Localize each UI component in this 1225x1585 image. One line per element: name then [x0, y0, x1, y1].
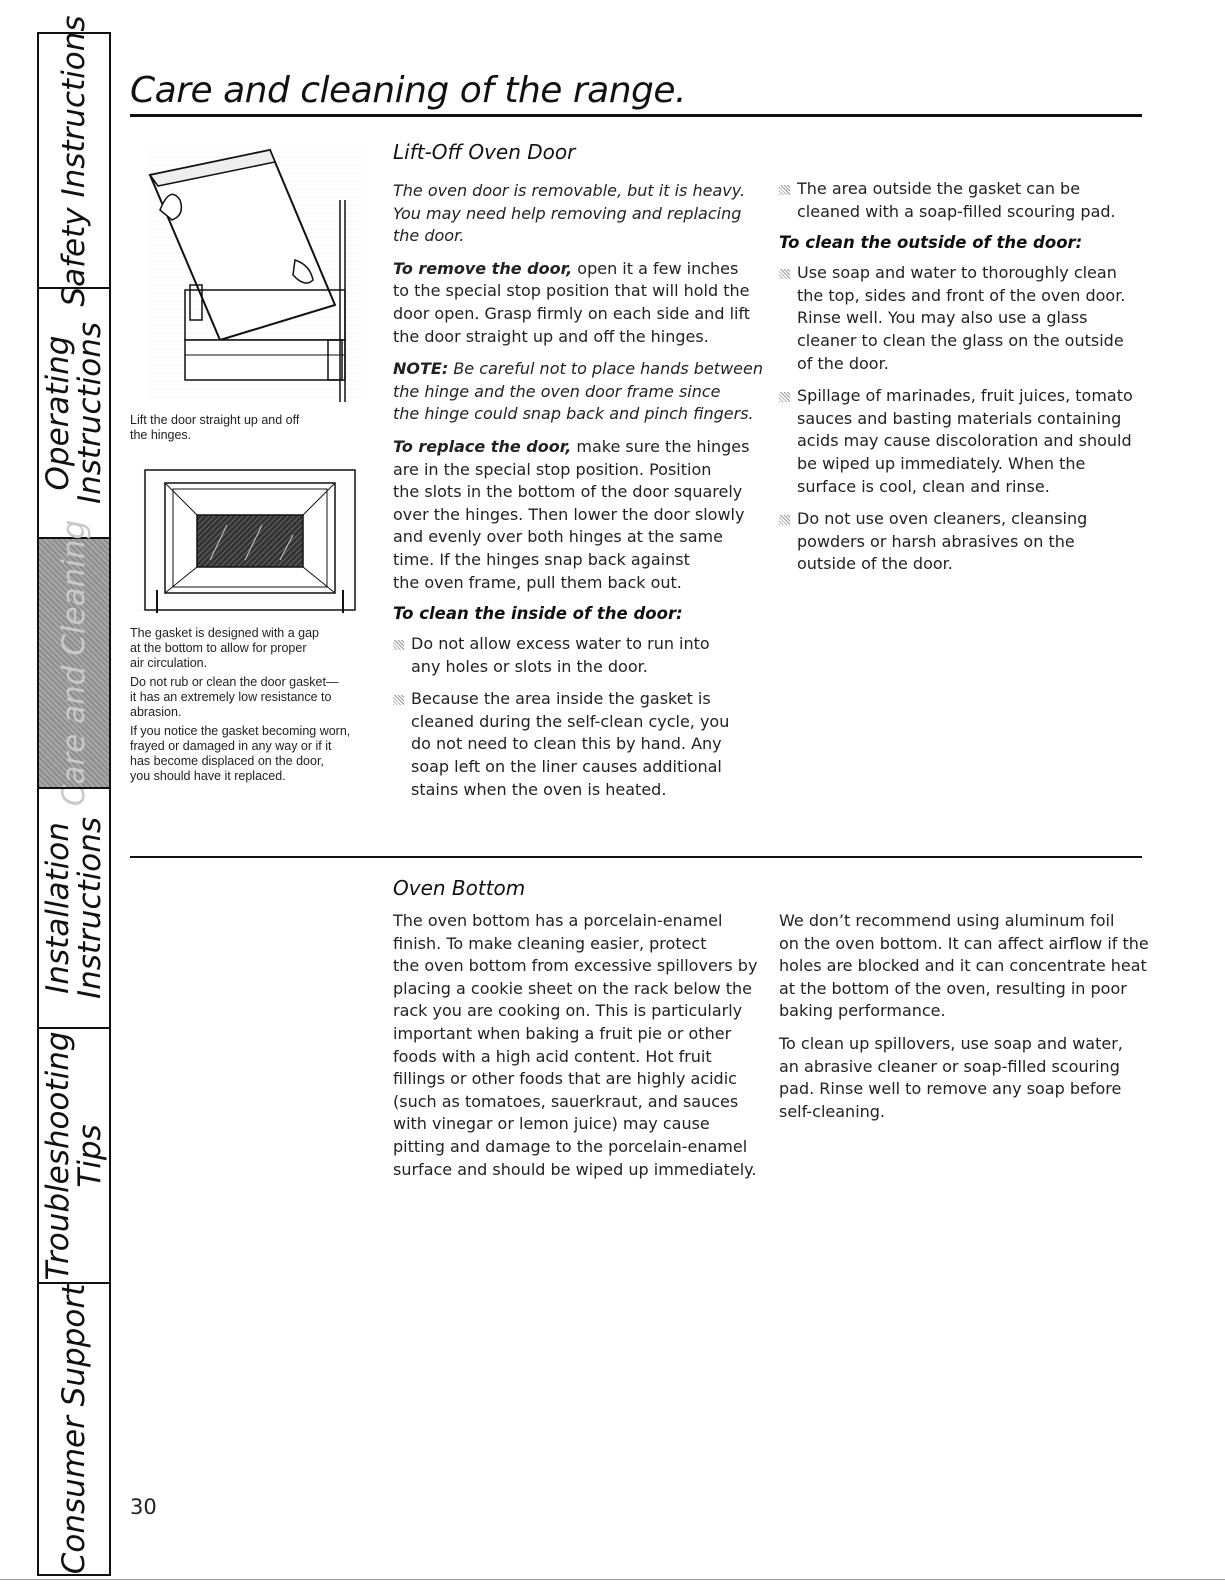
text-line: to the special stop position that will hold the — [393, 281, 750, 301]
text-line: the door. — [393, 226, 465, 246]
text-line: cleaned during the self-clean cycle, you — [411, 711, 730, 731]
side-tab-strip — [37, 14, 111, 1576]
section-heading: Lift-Off Oven Door — [393, 140, 576, 164]
text-line: an abrasive cleaner or soap-filled scouring — [779, 1056, 1120, 1076]
text-line: Spillage of marinades, fruit juices, tomato — [797, 386, 1133, 406]
text-line: any holes or slots in the door. — [411, 656, 648, 676]
text-line: the slots in the bottom of the door squarely — [393, 482, 743, 502]
tab-label: Troubleshooting — [40, 1030, 76, 1281]
bullet-icon — [779, 515, 790, 525]
text-line: be wiped up immediately. When the — [797, 453, 1086, 473]
tab-label: Installation — [40, 822, 76, 994]
text-line: The oven door is removable, but it is heavy. — [393, 181, 746, 200]
door-gasket-illustration — [135, 465, 365, 615]
text-line: cleaner to clean the glass on the outside — [797, 330, 1124, 350]
intro-paragraph — [393, 180, 768, 248]
text-line: To clean up spillovers, use soap and water, — [779, 1033, 1123, 1053]
text-line: make sure the hinges — [571, 436, 750, 456]
tab-label: Consumer Support — [56, 1283, 92, 1575]
text-line: holes are blocked and it can concentrate heat — [779, 956, 1147, 976]
bullet-icon — [779, 185, 790, 195]
inside-door-heading: To clean the inside of the door: — [393, 604, 683, 624]
text-line: foods with a high acid content. Hot fruit — [393, 1046, 712, 1066]
text-line: Do not allow excess water to run into — [411, 634, 710, 654]
outside-bullet-2 — [779, 385, 1149, 498]
page-bottom-edge — [0, 1579, 1225, 1580]
tab-care-and-cleaning[interactable] — [39, 519, 109, 807]
text-line: placing a cookie sheet on the rack below the — [393, 978, 753, 998]
text-line: Because the area inside the gasket is — [411, 689, 711, 709]
text-line: time. If the hinges snap back against — [393, 549, 690, 569]
outside-door-section — [779, 178, 1149, 576]
tab-label: Care and Cleaning — [56, 519, 92, 807]
tab-label: Tips — [72, 1123, 108, 1188]
text-line: pad. Rinse well to remove any soap before — [779, 1079, 1122, 1099]
caption-line: abrasion. — [130, 705, 182, 719]
text-line: Be careful not to place hands between — [448, 359, 763, 379]
text-line: over the hinges. Then lower the door slowly — [393, 504, 745, 524]
tab-safety-instructions[interactable] — [39, 14, 109, 307]
bullet-icon — [393, 640, 404, 650]
caption-line: the hinges. — [130, 428, 192, 442]
text-line: do not need to clean this by hand. Any — [411, 734, 722, 754]
text-line: surface is cool, clean and rinse. — [797, 476, 1050, 496]
door-caption — [130, 413, 299, 443]
text-line: the hinge and the oven door frame since — [393, 381, 721, 401]
text-line: the oven bottom from excessive spillovers by — [393, 956, 758, 976]
text-line: fillings or other foods that are highly acidic — [393, 1069, 737, 1089]
bullet-icon — [779, 392, 790, 402]
bullet-icon — [779, 269, 790, 279]
paragraph-lead: NOTE: — [393, 359, 449, 379]
caption-line: has become displaced on the door, — [130, 754, 324, 768]
text-line: important when baking a fruit pie or other — [393, 1023, 732, 1043]
text-line: with vinegar or lemon juice) may cause — [393, 1114, 710, 1134]
text-line: finish. To make cleaning easier, protect — [393, 933, 707, 953]
text-line: acids may cause discoloration and should — [797, 431, 1132, 451]
text-line: soap left on the liner causes additional — [411, 757, 722, 777]
text-line: at the bottom of the oven, resulting in poor — [779, 978, 1127, 998]
tab-troubleshooting-tips[interactable] — [39, 1027, 109, 1282]
paragraph-lead: To remove the door, — [393, 258, 573, 278]
outside-bullet-1 — [779, 262, 1149, 375]
caption-line: air circulation. — [130, 656, 208, 670]
outside-bullet-3 — [779, 508, 1149, 576]
text-line: self-cleaning. — [779, 1101, 886, 1121]
text-line: are in the special stop position. Position — [393, 459, 712, 479]
text-line: the door straight up and off the hinges. — [393, 326, 709, 346]
bullet-icon — [393, 695, 404, 705]
text-line: and evenly over both hinges at the same — [393, 527, 723, 547]
spillover-paragraph — [779, 1033, 1159, 1123]
tab-operating-instructions[interactable] — [39, 287, 109, 537]
gasket-caption — [130, 626, 350, 784]
text-line: on the oven bottom. It can affect airflow if the — [779, 933, 1149, 953]
text-line: outside of the door. — [797, 554, 953, 574]
text-line: door open. Grasp firmly on each side and lift — [393, 303, 751, 323]
oven-bottom-heading: Oven Bottom — [393, 876, 526, 900]
lift-off-door-section — [393, 140, 768, 801]
text-line: You may need help removing and replacing — [393, 203, 742, 223]
text-line: surface and should be wiped up immediately. — [393, 1159, 757, 1179]
remove-door-paragraph — [393, 258, 768, 348]
paragraph-lead: To replace the door, — [393, 436, 572, 456]
tab-label: Instructions — [72, 321, 108, 505]
text-line: cleaned with a soap-filled scouring pad. — [797, 201, 1116, 221]
page-title: Care and cleaning of the range. — [130, 70, 686, 111]
tab-consumer-support[interactable] — [39, 1282, 109, 1576]
text-line: the hinge could snap back and pinch fingers. — [393, 404, 754, 424]
text-line: (such as tomatoes, sauerkraut, and sauces — [393, 1091, 739, 1111]
tab-label: Safety Instructions — [56, 14, 92, 307]
text-line: the top, sides and front of the oven door. — [797, 285, 1126, 305]
tab-installation-instructions[interactable] — [39, 787, 109, 1027]
caption-line: at the bottom to allow for proper — [130, 641, 307, 655]
page-number: 30 — [130, 1495, 157, 1519]
inside-bullet-2 — [393, 688, 768, 801]
foil-paragraph — [779, 910, 1159, 1023]
text-line: sauces and basting materials containing — [797, 408, 1122, 428]
oven-bottom-paragraph — [393, 910, 773, 1181]
title-divider — [130, 114, 1142, 117]
text-line: powders or harsh abrasives on the — [797, 531, 1075, 551]
inside-bullet-1 — [393, 633, 768, 678]
oven-bottom-advice — [779, 910, 1159, 1123]
door-removal-illustration — [130, 140, 370, 410]
text-line: Do not use oven cleaners, cleansing — [797, 509, 1088, 529]
caption-line: it has an extremely low resistance to — [130, 690, 332, 704]
section-divider — [130, 856, 1142, 858]
caption-line: you should have it replaced. — [130, 769, 286, 783]
text-line: The area outside the gasket can be — [797, 179, 1081, 198]
note-paragraph — [393, 358, 768, 426]
caption-line: If you notice the gasket becoming worn, — [130, 724, 351, 738]
replace-door-paragraph — [393, 436, 768, 594]
text-line: pitting and damage to the porcelain-enamel — [393, 1136, 748, 1156]
text-line: Rinse well. You may also use a glass — [797, 308, 1088, 328]
text-line: Use soap and water to thoroughly clean — [797, 263, 1117, 283]
text-line: The oven bottom has a porcelain-enamel — [393, 911, 723, 930]
gasket-outside-bullet — [779, 178, 1149, 223]
text-line: baking performance. — [779, 1001, 946, 1021]
outside-door-heading: To clean the outside of the door: — [779, 233, 1083, 253]
text-line: stains when the oven is heated. — [411, 779, 667, 799]
tab-label: Operating — [40, 335, 76, 491]
caption-line: Lift the door straight up and off — [130, 413, 300, 427]
text-line: the oven frame, pull them back out. — [393, 572, 682, 592]
text-line: open it a few inches — [572, 258, 739, 278]
tab-label: Instructions — [72, 816, 108, 1000]
caption-line: frayed or damaged in any way or if it — [130, 739, 332, 753]
text-line: We don’t recommend using aluminum foil — [779, 911, 1115, 930]
caption-line: Do not rub or clean the door gasket— — [130, 675, 339, 689]
text-line: rack you are cooking on. This is particularly — [393, 1001, 743, 1021]
caption-line: The gasket is designed with a gap — [130, 626, 320, 640]
text-line: of the door. — [797, 353, 889, 373]
